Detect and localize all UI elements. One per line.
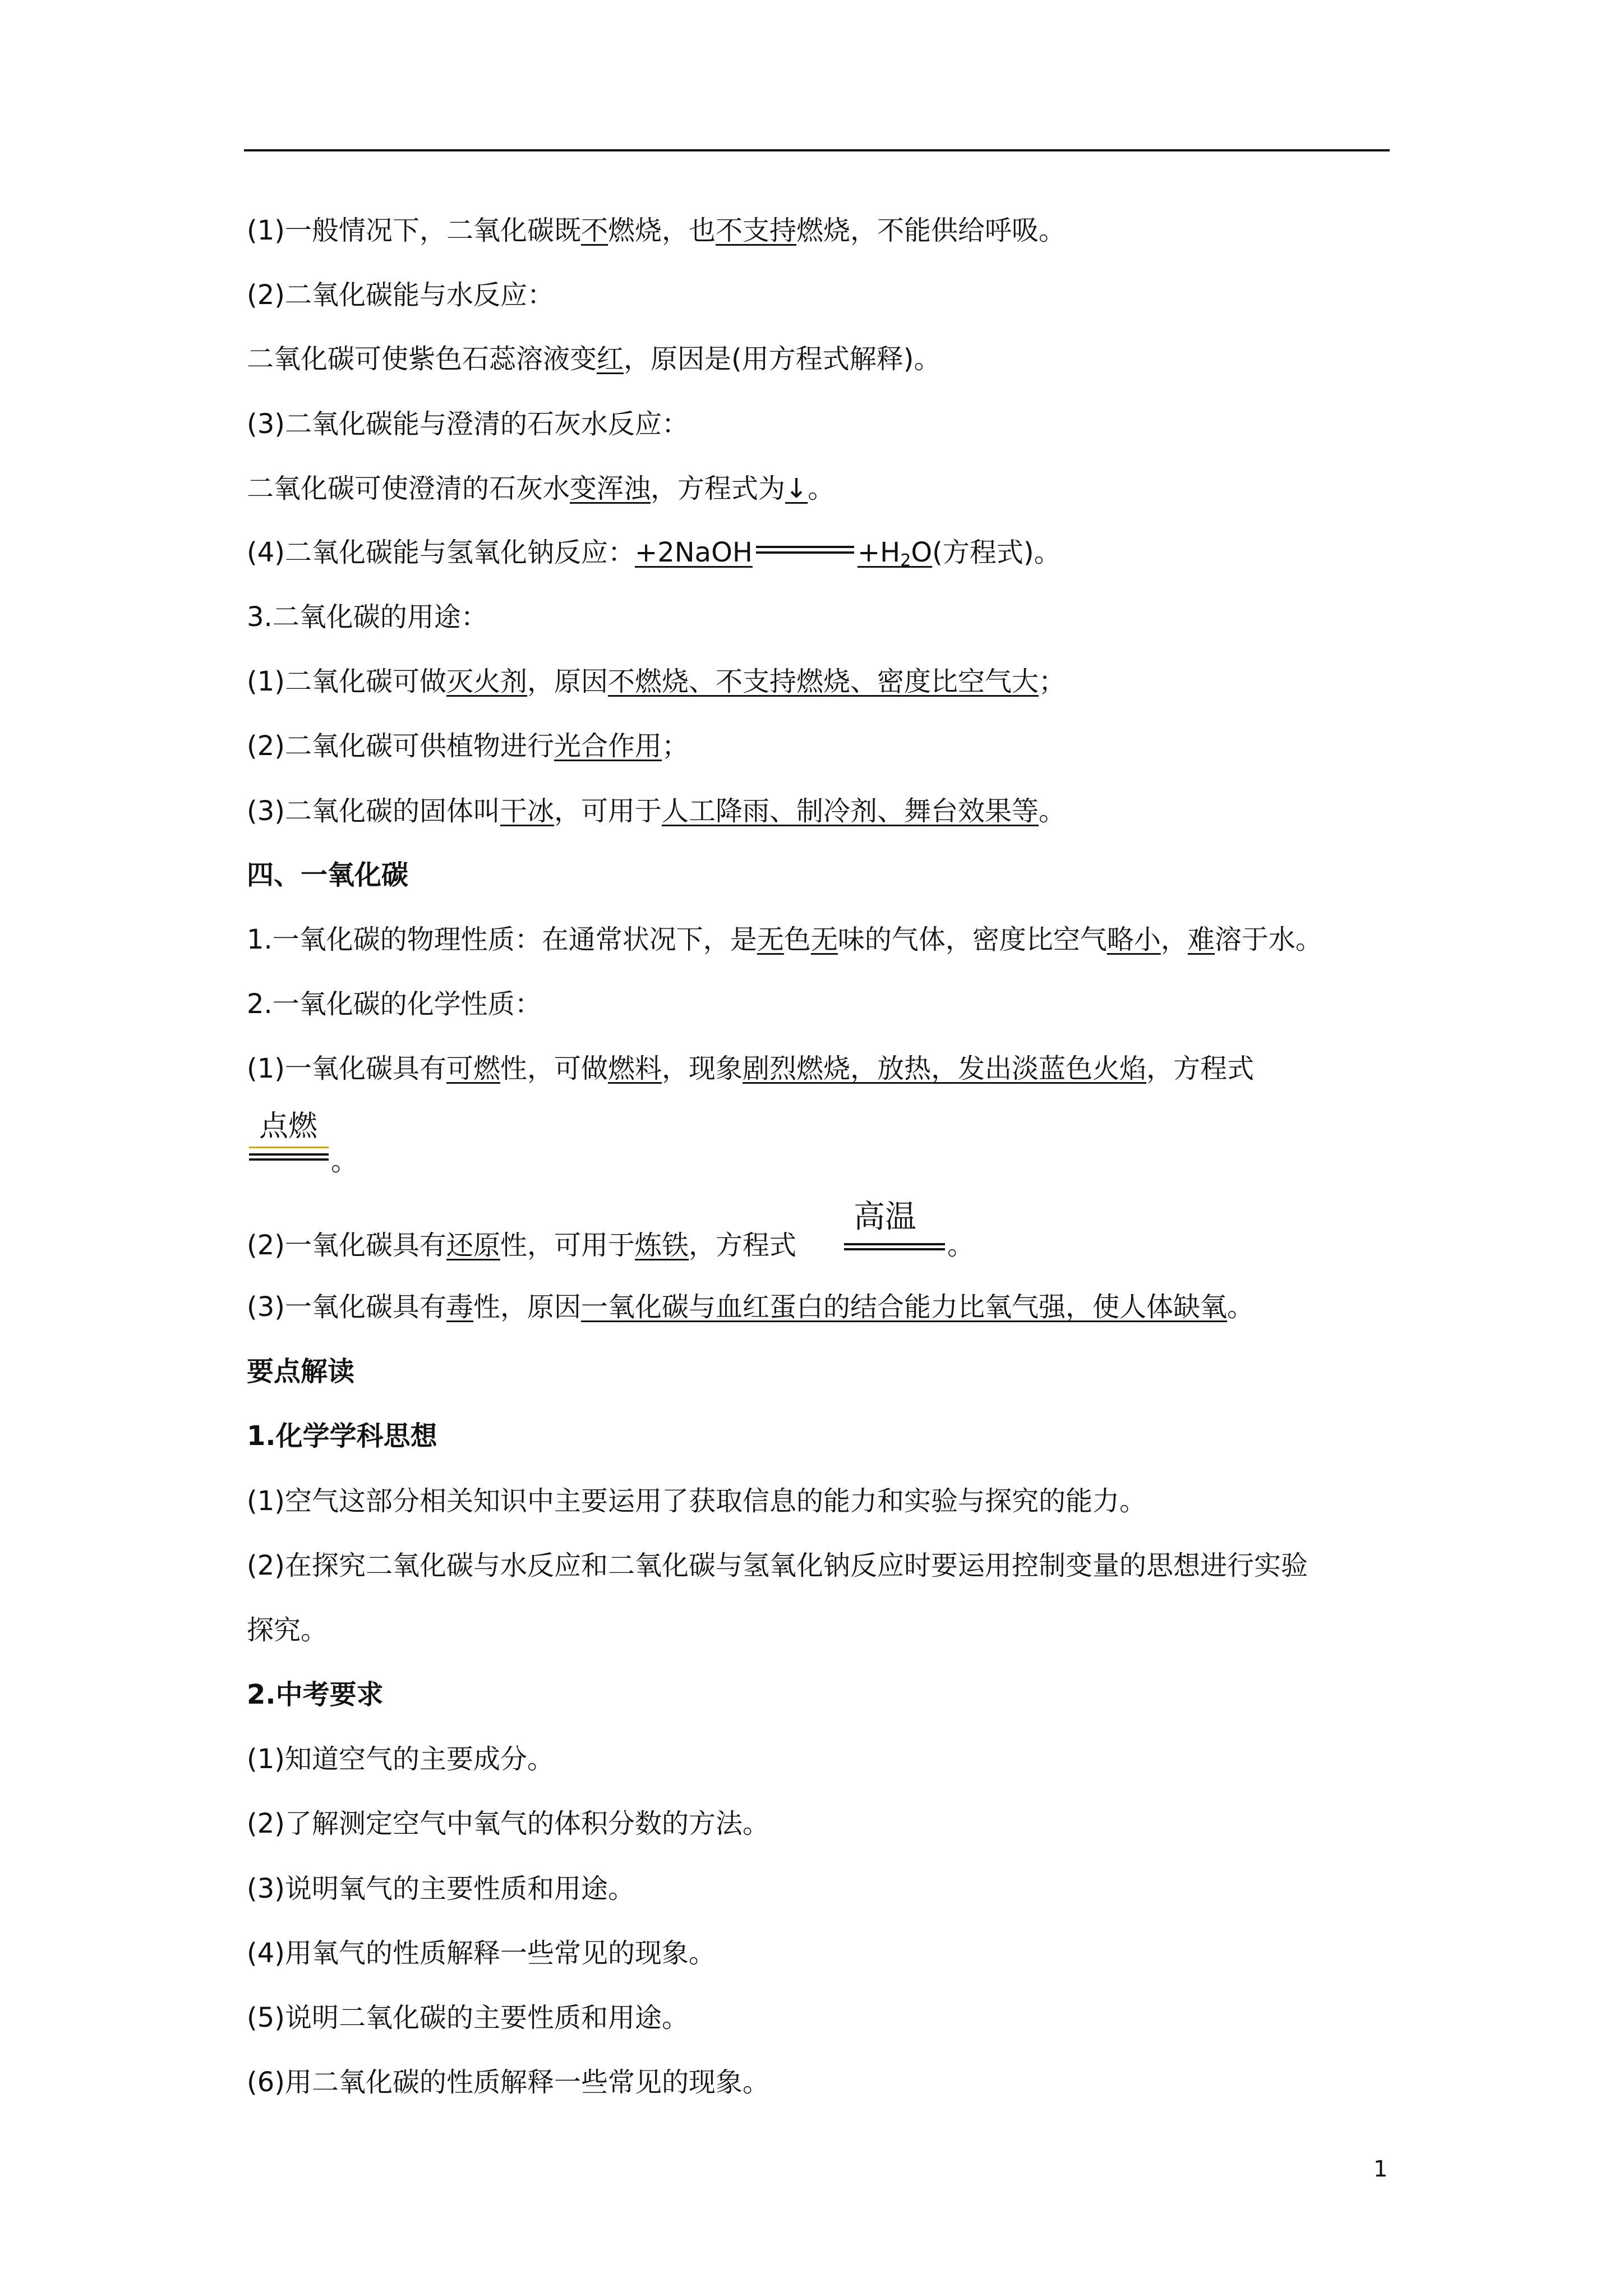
- header-rule: [244, 149, 1390, 151]
- reaction-condition-ignite: 点燃: [259, 1110, 318, 1143]
- co-chemical-2: (2)一氧化碳具有还原性，可用于炼铁，方程式: [247, 1230, 797, 1261]
- reaction-condition-high-temperature: 高温: [854, 1199, 916, 1235]
- co2-use-1: (1)二氧化碳可做灭火剂，原因不燃烧、不支持燃烧、密度比空气大；: [247, 666, 1066, 697]
- keypoints-section-2-heading: 2.中考要求: [247, 1679, 384, 1710]
- keypoints-section-1-heading: 1.化学学科思想: [247, 1420, 437, 1452]
- exam-requirement-item: (1)知道空气的主要成分。: [247, 1743, 554, 1775]
- equation-equals-sign: [756, 546, 854, 554]
- co2-use-3: (3)二氧化碳的固体叫干冰，可用于人工降雨、制冷剂、舞台效果等。: [247, 795, 1066, 827]
- keypoints-section-1-item-2: (2)在探究二氧化碳与水反应和二氧化碳与氢氧化钠反应时要运用控制变量的思想进行实验: [247, 1550, 1308, 1581]
- co-chemical-2-end: 。: [947, 1230, 975, 1261]
- co2-property-1: (1)一般情况下，二氧化碳既不燃烧，也不支持燃烧，不能供给呼吸。: [247, 215, 1066, 246]
- equation-equals-sign: [844, 1243, 945, 1250]
- exam-requirement-item: (3)说明氧气的主要性质和用途。: [247, 1873, 635, 1904]
- co2-property-3: (3)二氧化碳能与澄清的石灰水反应：: [247, 408, 689, 440]
- co-chemical-1: (1)一氧化碳具有可燃性，可做燃料，现象剧烈燃烧，放热，发出淡蓝色火焰，方程式: [247, 1053, 1255, 1084]
- co2-property-2: (2)二氧化碳能与水反应：: [247, 279, 554, 311]
- page-number: 1: [1373, 2156, 1388, 2182]
- exam-requirement-item: (6)用二氧化碳的性质解释一些常见的现象。: [247, 2067, 769, 2098]
- co-chemical-heading: 2.一氧化碳的化学性质：: [247, 988, 542, 1020]
- co2-property-4: (4)二氧化碳能与氢氧化钠反应：+2NaOH $+H_2O$(方程式)。: [247, 537, 1061, 570]
- condition-underline: [249, 1147, 329, 1148]
- co-chemical-3: (3)一氧化碳具有毒性，原因一氧化碳与血红蛋白的结合能力比氧气强，使人体缺氧。: [247, 1291, 1255, 1323]
- keypoints-section-1-item-2-cont: 探究。: [247, 1614, 328, 1646]
- exam-requirement-item: (5)说明二氧化碳的主要性质和用途。: [247, 2002, 689, 2033]
- co-section-heading: 四、一氧化碳: [247, 859, 409, 891]
- co2-property-3-detail: 二氧化碳可使澄清的石灰水变浑浊，方程式为↓。: [247, 473, 835, 504]
- co-chemical-1-end: 。: [331, 1145, 358, 1177]
- co2-property-2-detail: 二氧化碳可使紫色石蕊溶液变红，原因是(用方程式解释)。: [247, 343, 941, 375]
- keypoints-heading: 要点解读: [247, 1356, 355, 1387]
- equation-equals-sign: [249, 1153, 329, 1161]
- keypoints-section-1-item-1: (1)空气这部分相关知识中主要运用了获取信息的能力和实验与探究的能力。: [247, 1485, 1146, 1517]
- co2-uses-heading: 3.二氧化碳的用途：: [247, 601, 488, 633]
- exam-requirement-item: (2)了解测定空气中氧气的体积分数的方法。: [247, 1808, 769, 1839]
- co-physical-properties: 1.一氧化碳的物理性质：在通常状况下，是无色无味的气体，密度比空气略小，难溶于水。: [247, 924, 1322, 955]
- exam-requirement-item: (4)用氧气的性质解释一些常见的现象。: [247, 1938, 716, 1969]
- co2-use-2: (2)二氧化碳可供植物进行光合作用；: [247, 730, 689, 762]
